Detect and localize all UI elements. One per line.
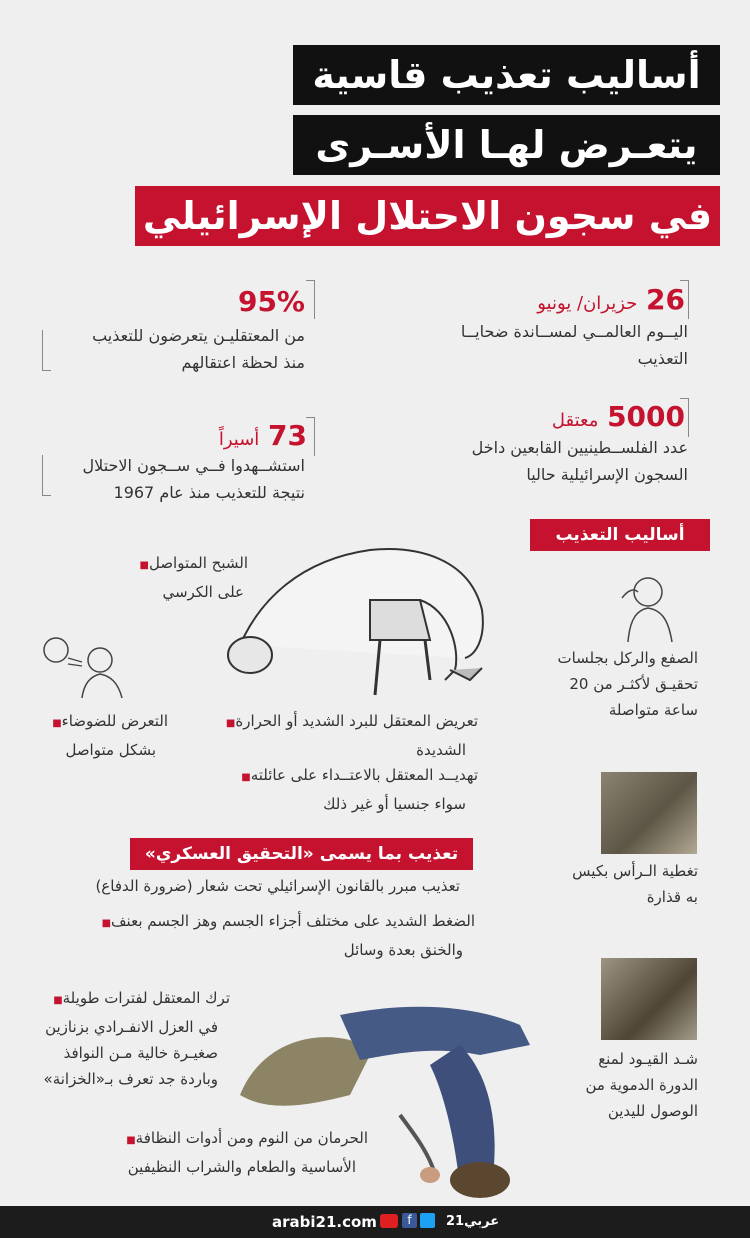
military-investigation-label: تعذيب بما يسمى «التحقيق العسكري»: [130, 838, 473, 870]
method-bag: تغطية الـرأس بكيس به قذارة: [572, 862, 698, 906]
method-cuff: شـد القيـود لمنع الدورة الدموية من الوصول لليدين: [585, 1050, 698, 1120]
method-slap: الصفع والركل بجلسات تحقيـق لأكثـر من 20 ساعة متواصلة: [557, 649, 698, 719]
stat-prisoners-text: عدد الفلســطينيين القابعين داخل السجون الإسرائيلية حاليا: [471, 438, 688, 484]
stat-bracket: [306, 280, 315, 319]
footer-bar: [0, 1206, 750, 1238]
chair-figure-illustration: [220, 540, 500, 700]
stat-martyrs: 73 أسيراً: [218, 419, 307, 452]
stat-date: 26 حزيران/ يونيو: [537, 283, 685, 316]
method-shabeh: الشبح المتواصل■ على الكرسي: [139, 554, 248, 601]
military-sleep: الحرمان من النوم ومن أدوات النظافة■ الأساسية والطعام والشراب النظيفين: [126, 1129, 368, 1176]
youtube-icon[interactable]: [380, 1214, 398, 1228]
facebook-icon[interactable]: f: [402, 1213, 417, 1228]
military-justified: تعذيب مبرر بالقانون الإسرائيلي تحت شعار (ضرورة الدفاع): [95, 877, 460, 895]
twitter-icon[interactable]: [420, 1213, 435, 1228]
title-line-2: يتعـرض لهـا الأسـرى: [293, 115, 720, 175]
slap-sketch-illustration: [608, 572, 694, 644]
stat-martyrs-text: استشــهدوا فــي ســجون الاحتلال نتيجة للتعذيب منذ عام 1967: [82, 456, 305, 502]
stat-bracket: [306, 417, 315, 456]
cuffed-hands-photo: [601, 958, 697, 1040]
head-bag-photo: [601, 772, 697, 854]
stat-prisoners: 5000 معتقل: [551, 400, 685, 433]
methods-label: أساليب التعذيب: [530, 519, 710, 551]
method-cold: تعريض المعتقل للبرد الشديد أو الحرارة■ الشديدة: [225, 712, 478, 759]
title-line-3: في سجون الاحتلال الإسرائيلي: [135, 186, 720, 246]
site-url[interactable]: arabi21.com: [272, 1213, 377, 1231]
stat-percent: 95%: [237, 285, 305, 318]
stat-percent-text: من المعتقليـن يتعرضون للتعذيب منذ لحظة اعتقالهم: [92, 326, 305, 372]
method-noise: التعرض للضوضاء■ بشكل متواصل: [52, 712, 168, 759]
military-pressure: الضغط الشديد على مختلف أجزاء الجسم وهز الجسم بعنف■ والخنق بعدة وسائل: [101, 912, 475, 959]
stat-date-text: اليــوم العالمــي لمســاندة ضحايــا التعذيب: [460, 322, 688, 368]
noise-sketch-illustration: [38, 628, 128, 698]
title-line-1: أساليب تعذيب قاسية: [293, 45, 720, 105]
brand-logo: عربي21: [446, 1214, 500, 1229]
military-isolation: ترك المعتقل لفترات طويلة■ في العزل الانفـرادي بزنازين صغيـرة خالية مـن النوافذ وباردة جد تعرف بـ«الخزانة»: [43, 989, 230, 1088]
method-threat: تهديــد المعتقل بالاعتــداء على عائلته■ سواء جنسيا أو غير ذلك: [241, 766, 478, 813]
